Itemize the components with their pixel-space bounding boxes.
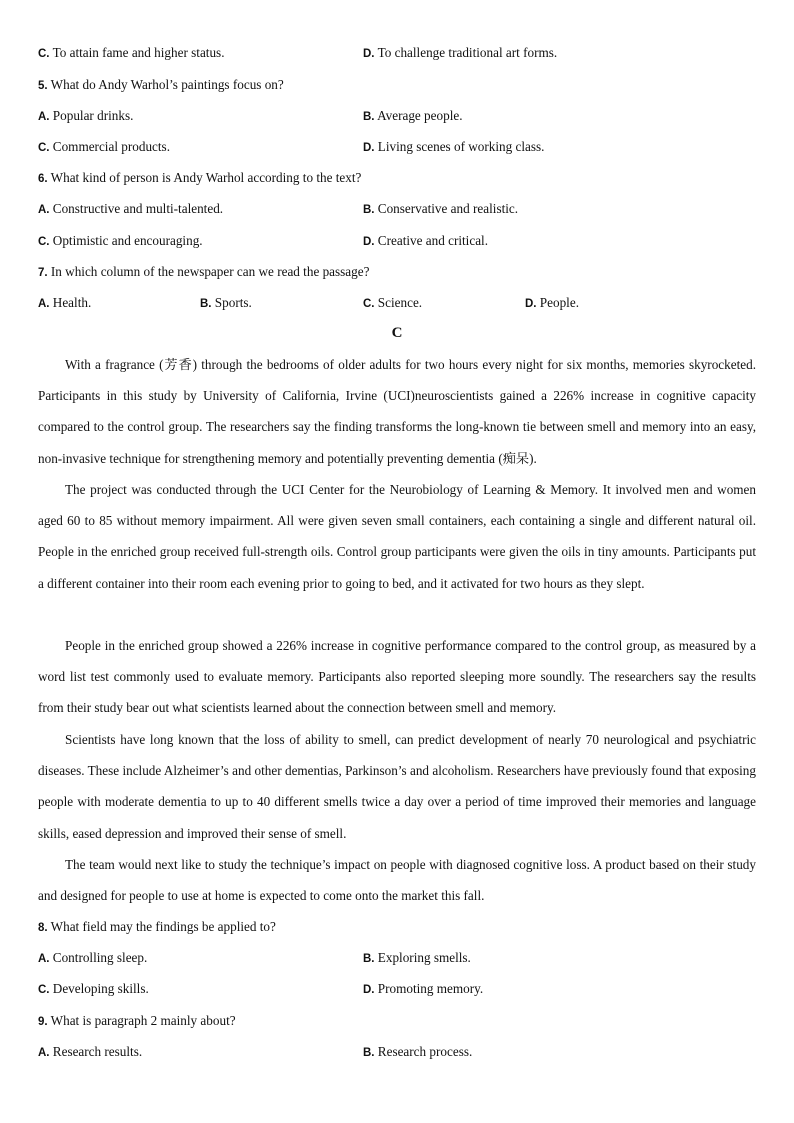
q8-question: 8. What field may the findings be applied to? bbox=[38, 919, 276, 934]
q4-option-d: D. To challenge traditional art forms. bbox=[363, 45, 558, 60]
passage-paragraph-3: People in the enriched group showed a 226% increase in cognitive performance compared to the control group, as measured by a word list test commonly used to evaluate memory. Participants also reported sleeping more soundly. The researchers say the results from their study bear out what scientists learned about the connection between smell and memory. bbox=[38, 638, 756, 716]
q8-option-d: D. Promoting memory. bbox=[363, 981, 484, 996]
q7-question: 7. In which column of the newspaper can we read the passage? bbox=[38, 264, 370, 279]
q6-options-row-1 bbox=[38, 199, 756, 219]
q5-option-a: A. Popular drinks. bbox=[38, 108, 134, 123]
q9-question: 9. What is paragraph 2 mainly about? bbox=[38, 1013, 236, 1028]
q5-option-c: C. Commercial products. bbox=[38, 139, 170, 154]
q9-option-b: B. Research process. bbox=[363, 1044, 473, 1059]
q7-option-c: C. Science. bbox=[363, 295, 423, 310]
q8-options-row-1 bbox=[38, 948, 756, 968]
q6-option-a: A. Constructive and multi-talented. bbox=[38, 201, 224, 216]
q4-option-c: C. To attain fame and higher status. bbox=[38, 45, 225, 60]
q6-options-row-2 bbox=[38, 231, 756, 251]
q9-options-row-1 bbox=[38, 1042, 756, 1062]
q8-option-b: B. Exploring smells. bbox=[363, 950, 471, 965]
q5-option-b: B. Average people. bbox=[363, 108, 463, 123]
q6-option-d: D. Creative and critical. bbox=[363, 233, 489, 248]
q5-options-row-2 bbox=[38, 137, 756, 157]
passage-paragraph-2: The project was conducted through the UCI Center for the Neurobiology of Learning & Memory. It involved men and women aged 60 to 85 without memory impairment. All were given seven small containers, each containing a single and different natural oil. People in the enriched group received full-strength oils. Control group participants were given the oils in tiny amounts. Participants put a different container into their room each evening prior to going to bed, and it activated for two hours as they slept. bbox=[38, 482, 756, 591]
q7-options-row bbox=[38, 293, 756, 313]
q4-options-row-2 bbox=[38, 43, 756, 63]
q6-question: 6. What kind of person is Andy Warhol according to the text? bbox=[38, 170, 362, 185]
q5-options-row-1 bbox=[38, 106, 756, 126]
passage-paragraph-5: The team would next like to study the technique’s impact on people with diagnosed cognitive loss. A product based on their study and designed for people to use at home is expected to come onto the market this fall. bbox=[38, 857, 756, 904]
q7-option-d: D. People. bbox=[525, 295, 579, 310]
section-title: C bbox=[391, 325, 403, 341]
q7-option-b: B. Sports. bbox=[200, 295, 252, 310]
q5-question: 5. What do Andy Warhol’s paintings focus on? bbox=[38, 77, 284, 92]
passage-paragraph-1: With a fragrance (芳香) through the bedrooms of older adults for two hours every night for six months, memories skyrocketed. Participants in this study by University of California, Irvine (UCI)neuroscientists gained a 226% increase in cognitive capacity compared to the control group. The researchers say the finding transforms the long-known tie between smell and memory into an easy, non-invasive technique for strengthening memory and potentially preventing dementia (痴呆). bbox=[38, 357, 756, 466]
q6-option-c: C. Optimistic and encouraging. bbox=[38, 233, 203, 248]
q5-option-d: D. Living scenes of working class. bbox=[363, 139, 545, 154]
q8-options-row-2 bbox=[38, 979, 756, 999]
q7-option-a: A. Health. bbox=[38, 295, 92, 310]
q6-option-b: B. Conservative and realistic. bbox=[363, 201, 519, 216]
q8-option-c: C. Developing skills. bbox=[38, 981, 149, 996]
q9-option-a: A. Research results. bbox=[38, 1044, 143, 1059]
passage-paragraph-4: Scientists have long known that the loss of ability to smell, can predict development of nearly 70 neurological and psychiatric diseases. These include Alzheimer’s and other dementias, Parkinson’s and alcoholism. Researchers have previously found that exposing people with moderate dementia to up to 40 different smells twice a day over a period of time improved their memories and language skills, eased depression and improved their sense of smell. bbox=[38, 732, 756, 841]
q8-option-a: A. Controlling sleep. bbox=[38, 950, 148, 965]
